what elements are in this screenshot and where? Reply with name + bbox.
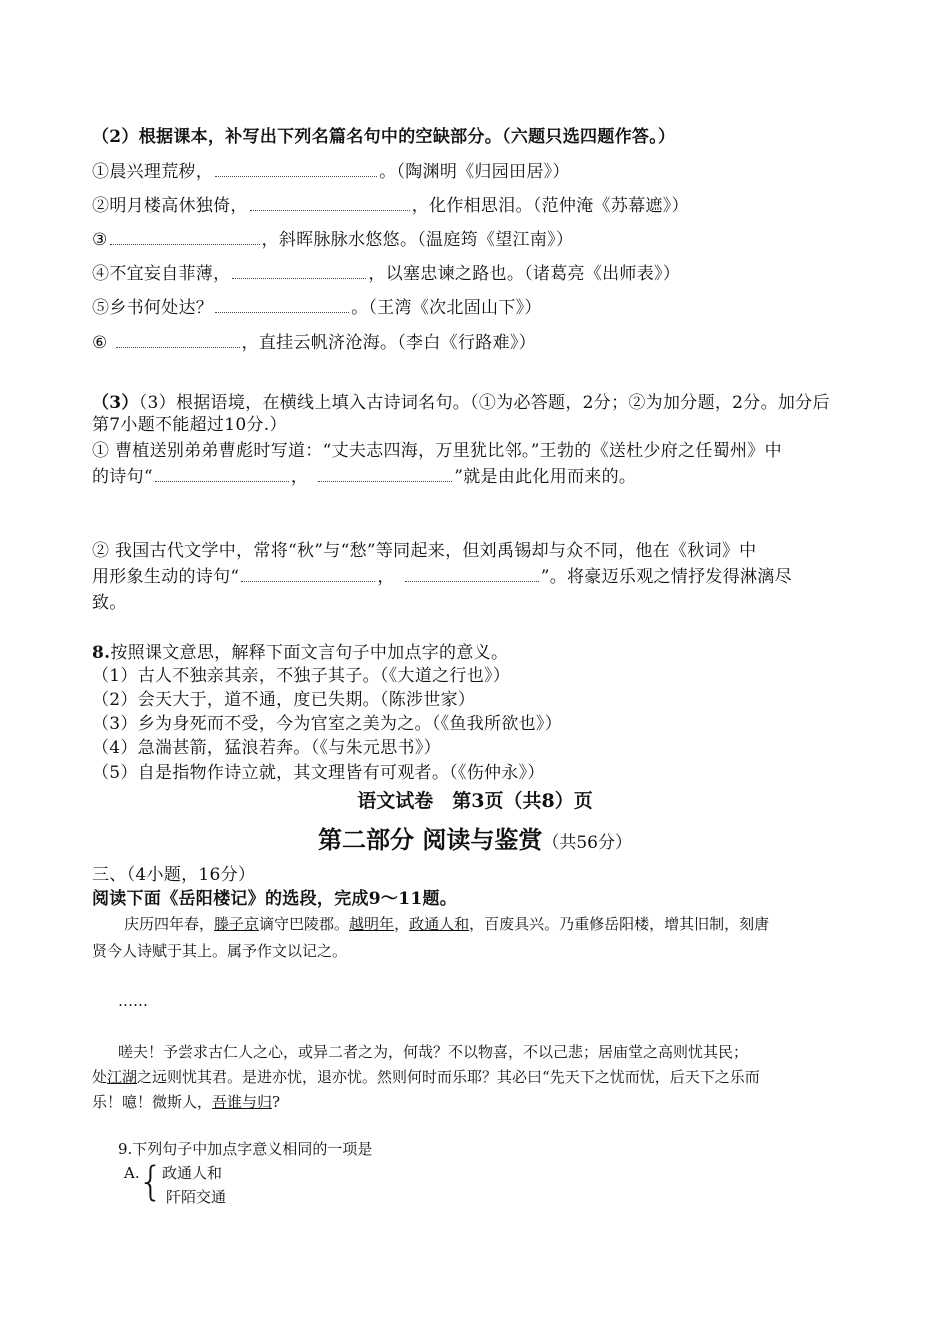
q8-item-1: （1）古人不独亲其亲，不独子其子。（《大道之行也》）	[92, 666, 511, 686]
answer-blank[interactable]	[110, 230, 260, 245]
answer-blank[interactable]	[215, 162, 377, 177]
part-two-heading: 第二部分 阅读与鉴赏（共56分）	[318, 825, 632, 854]
answer-blank[interactable]	[232, 264, 366, 279]
passage-para-2-line-2: 处江湖之远则忧其君。是进亦忧，退亦忧。然则何时而乐耶？其必曰“先天下之忧而忧，后天下之乐而	[92, 1068, 760, 1086]
q8-item-5: （5）自是指物作诗立就，其文理皆有可观者。（《伤仲永》）	[92, 763, 545, 783]
passage-para-2-line-1: 嗟夫！予尝求古仁人之心，或异二者之为，何哉？不以物喜，不以己悲；居庙堂之高则忧其民；	[118, 1043, 749, 1061]
answer-blank[interactable]	[405, 567, 539, 582]
q8-item-3: （3）乡为身死而不受，今为官室之美为之。（《鱼我所欲也》）	[92, 714, 563, 734]
page-footer: 语文试卷 第3页（共8）页	[357, 790, 593, 812]
q7-3-item-2-line-2: 用形象生动的诗句“ ， ”。将豪迈乐观之情抒发得淋漓尽	[92, 567, 792, 587]
q8-item-2: （2）会天大于，道不通，度已失期。（陈涉世家）	[92, 690, 476, 710]
passage-para-1-line-2: 贤今人诗赋于其上。属予作文以记之。	[92, 942, 348, 960]
passage-ellipsis: ……	[118, 992, 148, 1010]
brace-icon: {	[138, 1159, 164, 1205]
q7-2-item-2: ②明月楼高休独倚， ，化作相思泪。（范仲淹《苏幕遮》）	[92, 196, 689, 216]
answer-blank[interactable]	[318, 467, 452, 482]
passage-para-1-line-1: 庆历四年春，滕子京谪守巴陵郡。越明年，政通人和，百废具兴。乃重修岳阳楼，增其旧制，刻唐	[124, 915, 770, 933]
q7-3-title-2: 第7小题不能超过10分.）	[92, 415, 287, 435]
q9-option-a-line-1: 政通人和	[162, 1164, 223, 1182]
section-three-header: 三、（4小题，16分）	[92, 865, 256, 885]
q7-3-title-1: （3）（3）根据语境，在横线上填入古诗词名句。（①为必答题，2分；②为加分题，2分。加分后	[92, 393, 830, 413]
q9-option-a-line-2: 阡陌交通	[166, 1188, 227, 1206]
q7-2-item-1: ①晨兴理荒秽， 。（陶渊明《归园田居》）	[92, 162, 570, 182]
q7-2-item-5: ⑤乡书何处达？ 。（王湾《次北固山下》）	[92, 298, 542, 318]
answer-blank[interactable]	[155, 467, 289, 482]
q7-2-title: （2）根据课本，补写出下列名篇名句中的空缺部分。（六题只选四题作答。）	[92, 127, 676, 147]
q7-2-item-6: ⑥ ，直挂云帆济沧海。（李白《行路难》）	[92, 333, 536, 353]
answer-blank[interactable]	[241, 567, 375, 582]
answer-blank[interactable]	[116, 333, 240, 348]
passage-para-2-line-3: 乐！噫！微斯人，吾谁与归?	[92, 1093, 281, 1111]
q9-option-a-label[interactable]: A.	[124, 1164, 140, 1182]
answer-blank[interactable]	[215, 298, 349, 313]
q7-2-item-4: ④不宜妄自菲薄， ，以塞忠谏之路也。（诸葛亮《出师表》）	[92, 264, 681, 284]
q8-item-4: （4）急湍甚箭，猛浪若奔。（《与朱元思书》）	[92, 738, 441, 758]
q7-3-item-1-line-1: ① 曹植送别弟弟曹彪时写道：“丈夫志四海，万里犹比邻。”王勃的《送杜少府之任蜀州》中	[92, 441, 782, 461]
q9-title: 9.下列句子中加点字意义相同的一项是	[118, 1140, 373, 1158]
q7-3-item-2-line-3: 致。	[92, 593, 127, 613]
answer-blank[interactable]	[250, 196, 410, 211]
q8-title: 8.按照课文意思，解释下面文言句子中加点字的意义。	[92, 643, 509, 663]
q7-3-item-1-line-2: 的诗句“ ， ”就是由此化用而来的。	[92, 467, 637, 487]
q7-3-item-2-line-1: ② 我国古代文学中，常将“秋”与“愁”等同起来，但刘禹锡却与众不同，他在《秋词》中	[92, 541, 757, 561]
reading-instruction: 阅读下面《岳阳楼记》的选段，完成9～11题。	[92, 889, 458, 909]
q7-2-item-3: ③ ，斜晖脉脉水悠悠。（温庭筠《望江南》）	[92, 230, 574, 250]
